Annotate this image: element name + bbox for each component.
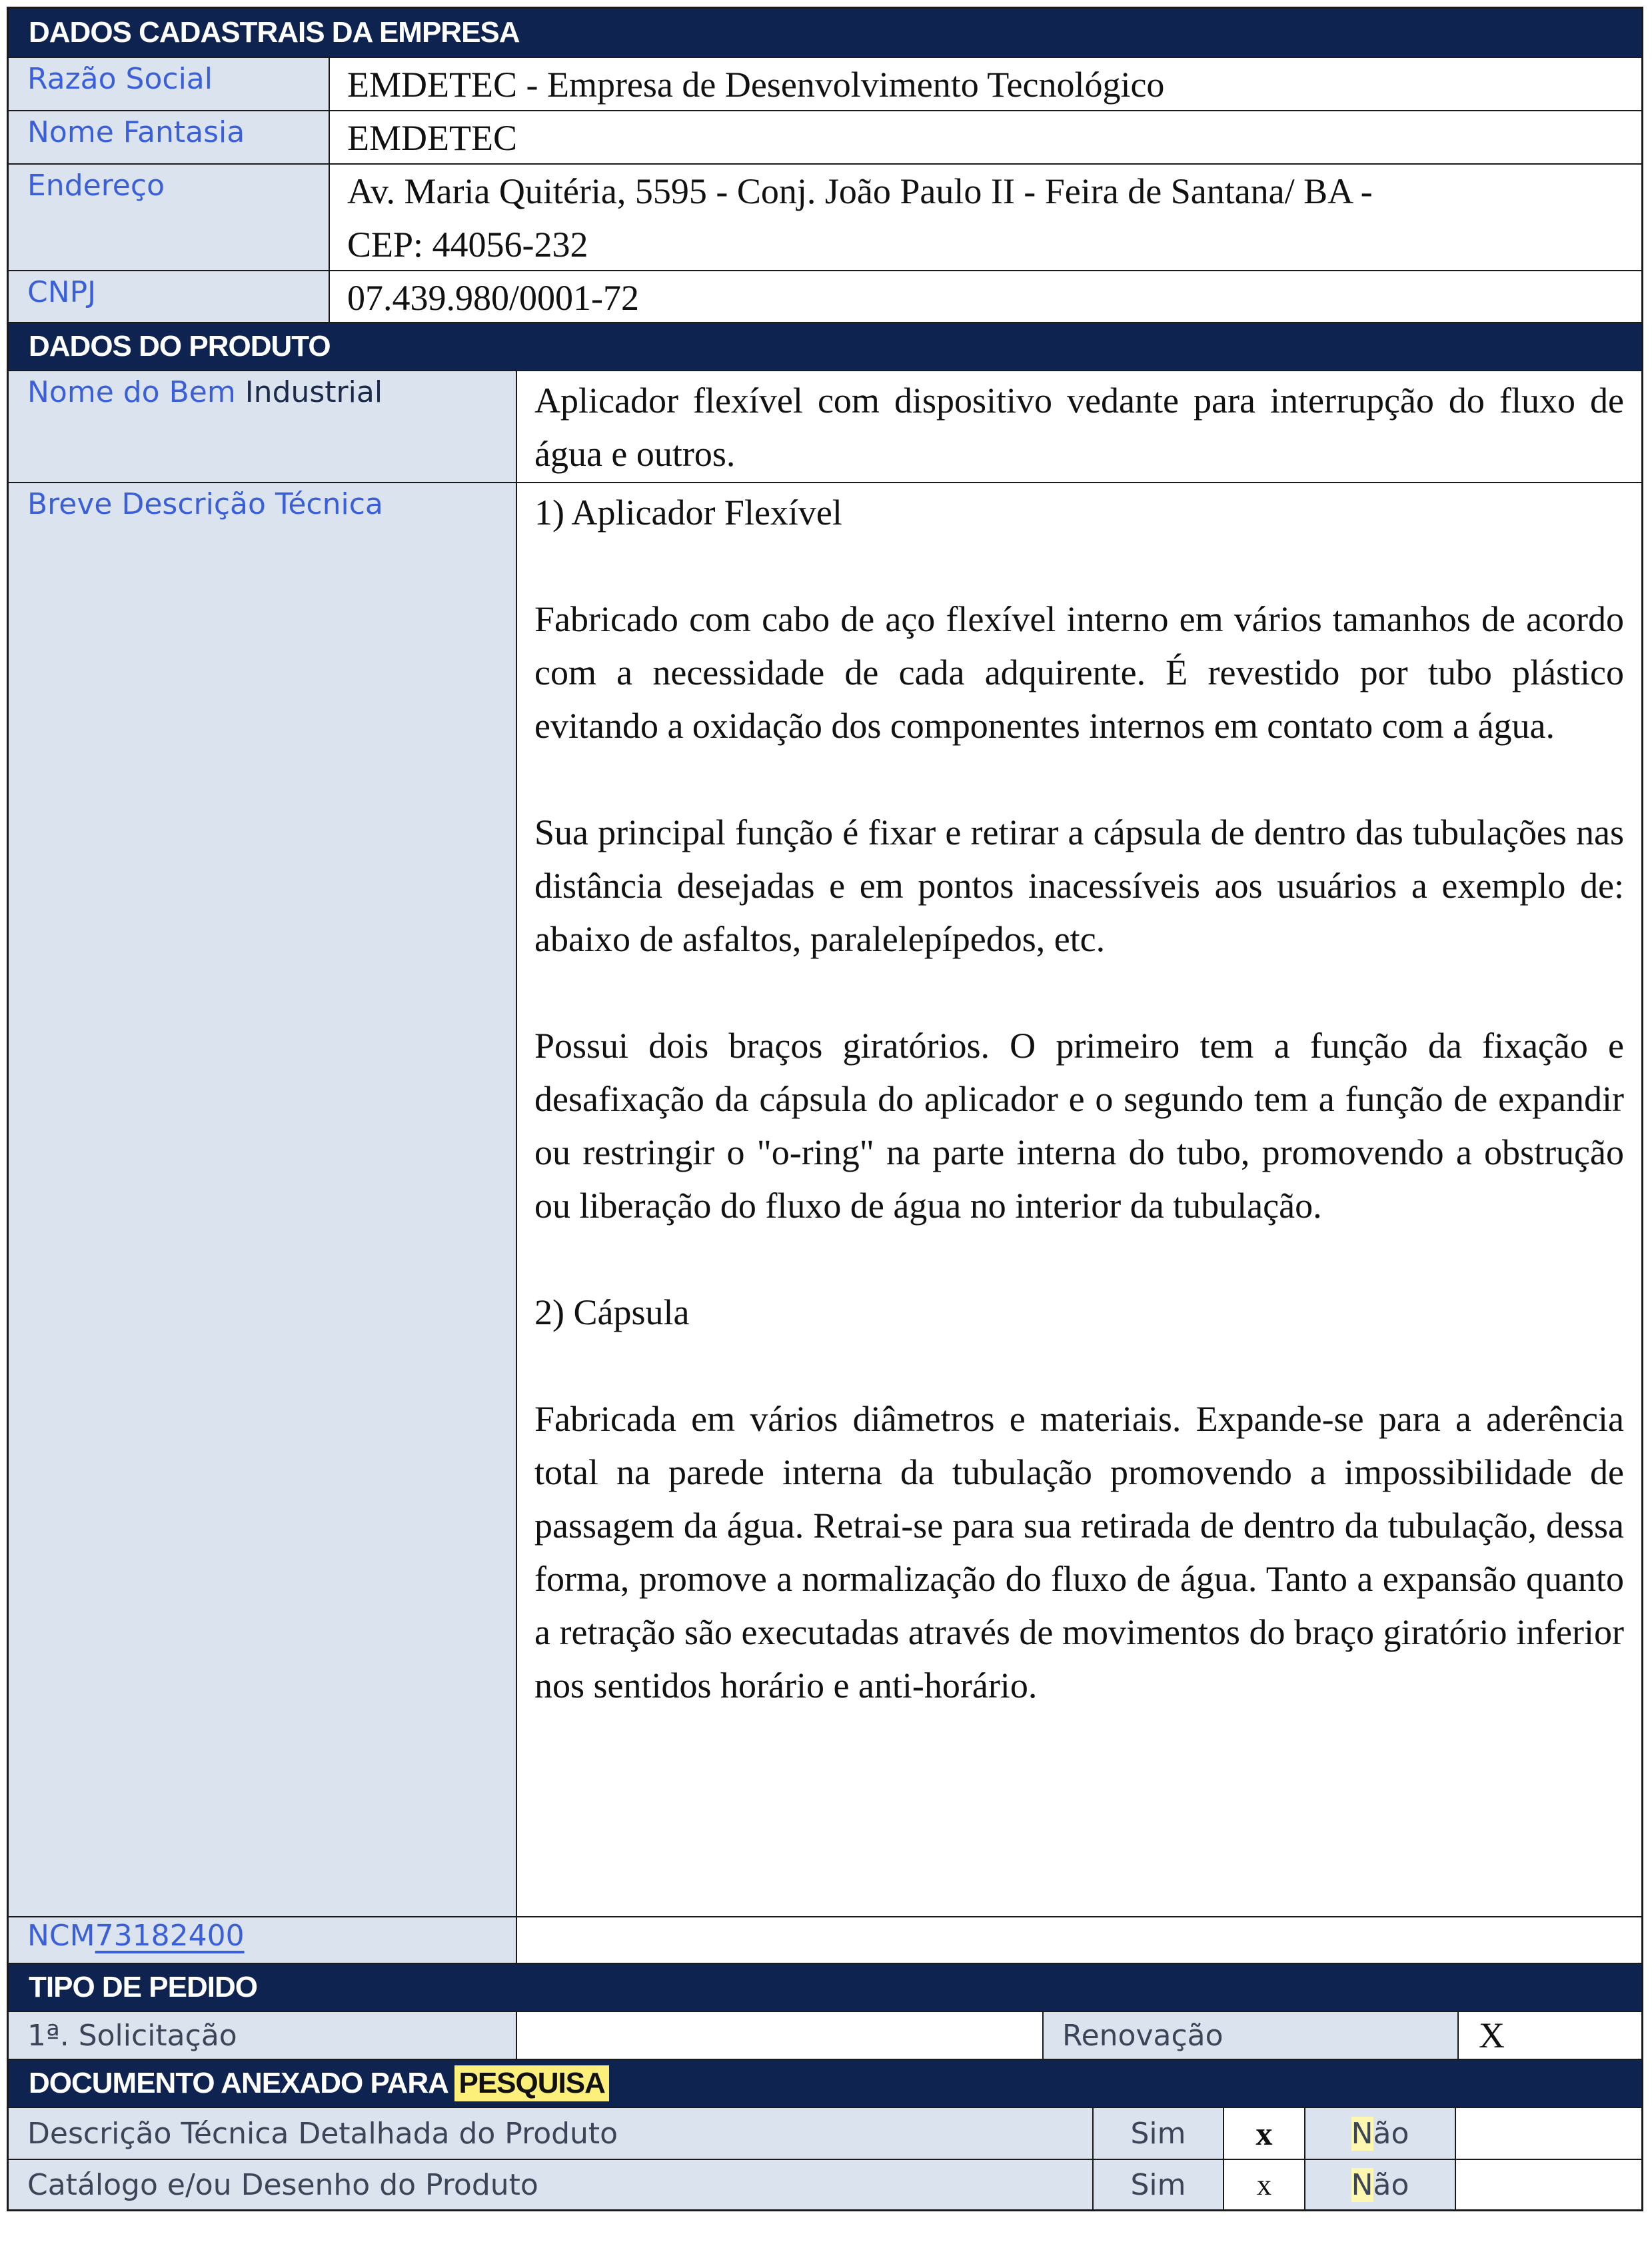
section-header-product: DADOS DO PRODUTO xyxy=(9,322,1641,370)
section-header-company: DADOS CADASTRAIS DA EMPRESA xyxy=(9,9,1641,57)
label-doc-catalogo-nao-b: ão xyxy=(1373,2167,1409,2202)
row-nome-do-bem xyxy=(9,370,1641,482)
label-renovacao: Renovação xyxy=(1044,2012,1459,2059)
label-doc-catalogo-sim: Sim xyxy=(1094,2160,1224,2209)
label-nome-do-bem xyxy=(9,371,517,482)
endereco-line-2: CEP: 44056-232 xyxy=(347,225,588,265)
label-doc-descricao-nao xyxy=(1305,2108,1456,2159)
row-ncm xyxy=(9,1916,1641,1963)
section-header-documento-a: DOCUMENTO ANEXADO PARA xyxy=(29,2067,455,2099)
row-doc-descricao xyxy=(9,2107,1641,2159)
label-doc-catalogo-nao xyxy=(1305,2160,1456,2209)
label-doc-descricao: Descrição Técnica Detalhada do Produto xyxy=(9,2108,1094,2159)
section-header-tipo-pedido: TIPO DE PEDIDO xyxy=(9,1963,1641,2011)
value-endereco xyxy=(330,165,1641,270)
value-nome-fantasia: EMDETEC xyxy=(347,118,517,158)
row-tipo-pedido xyxy=(9,2011,1641,2059)
row-descricao-tecnica xyxy=(9,482,1641,1916)
checkbox-renovacao[interactable]: X xyxy=(1459,2012,1641,2059)
section-header-documento xyxy=(9,2059,1641,2107)
row-nome-fantasia xyxy=(9,110,1641,163)
label-doc-descricao-nao-b: ão xyxy=(1373,2116,1409,2151)
desc-section-1-title: 1) Aplicador Flexível xyxy=(534,493,842,533)
ncm-code: 73182400 xyxy=(95,1919,245,1953)
checkbox-doc-catalogo-nao[interactable] xyxy=(1456,2160,1641,2209)
section-header-documento-highlight: PESQUISA xyxy=(454,2065,608,2101)
label-razao-social: Razão Social xyxy=(9,58,330,110)
desc-section-2-title: 2) Cápsula xyxy=(534,1292,690,1332)
row-endereco xyxy=(9,163,1641,270)
nome-do-bem-text: Aplicador flexível com dispositivo vedante para interrupção do fluxo de água e outros. xyxy=(534,381,1624,474)
checkbox-doc-descricao-nao[interactable] xyxy=(1456,2108,1641,2159)
desc-paragraph-2: Sua principal função é fixar e retirar a cápsula de dentro das tubulações nas distância desejadas e em pontos inacessíveis aos usuários a exemplo de: abaixo de asfaltos, paralelepípedos, etc. xyxy=(534,812,1624,959)
label-nome-fantasia: Nome Fantasia xyxy=(9,111,330,163)
value-cnpj: 07.439.980/0001-72 xyxy=(347,278,639,318)
label-endereco: Endereço xyxy=(9,165,330,270)
label-descricao-tecnica: Breve Descrição Técnica xyxy=(9,483,517,1916)
registration-form xyxy=(7,7,1643,2211)
value-nome-do-bem xyxy=(517,371,1641,482)
value-descricao-tecnica xyxy=(517,483,1641,1916)
desc-paragraph-1: Fabricado com cabo de aço flexível interno em vários tamanhos de acordo com a necessidade de cada adquirente. É revestido por tubo plástico evitando a oxidação dos componentes internos em contato com a água. xyxy=(534,599,1624,746)
label-doc-catalogo: Catálogo e/ou Desenho do Produto xyxy=(9,2160,1094,2209)
label-primeira-solicitacao: 1ª. Solicitação xyxy=(9,2012,517,2059)
row-razao-social xyxy=(9,57,1641,110)
checkbox-primeira-solicitacao[interactable] xyxy=(517,2012,1044,2059)
label-nome-do-bem-a: Nome do Bem xyxy=(27,375,236,409)
label-ncm xyxy=(9,1917,517,1963)
desc-paragraph-4: Fabricada em vários diâmetros e materiais. Expande-se para a aderência total na parede interna da tubulação promovendo a impossibilidade de passagem da água. Retrai-se para sua retirada de dentro da tubulação, dessa forma, promove a normalização do fluxo de água. Tanto a expansão quanto a retração são executadas através de movimentos do braço giratório inferior nos sentidos horário e anti-horário. xyxy=(534,1399,1624,1705)
label-nome-do-bem-b: Industrial xyxy=(235,375,383,409)
row-doc-catalogo xyxy=(9,2159,1641,2209)
checkbox-doc-descricao-sim[interactable]: x xyxy=(1224,2108,1305,2159)
value-razao-social: EMDETEC - Empresa de Desenvolvimento Tecnológico xyxy=(347,65,1165,105)
label-doc-descricao-nao-a: N xyxy=(1351,2116,1373,2151)
ncm-prefix: NCM xyxy=(27,1919,95,1953)
checkbox-doc-catalogo-sim[interactable]: x xyxy=(1224,2160,1305,2209)
value-ncm-empty xyxy=(517,1917,1641,1963)
label-doc-descricao-sim: Sim xyxy=(1094,2108,1224,2159)
endereco-line-1: Av. Maria Quitéria, 5595 - Conj. João Paulo II - Feira de Santana/ BA - xyxy=(347,171,1373,211)
label-doc-catalogo-nao-a: N xyxy=(1351,2167,1373,2202)
row-cnpj xyxy=(9,270,1641,322)
label-cnpj: CNPJ xyxy=(9,271,330,322)
desc-paragraph-3: Possui dois braços giratórios. O primeiro tem a função da fixação e desafixação da cápsula do aplicador e o segundo tem a função de expandir ou restringir o "o-ring" na parte interna do tubo, promovendo a obstrução ou liberação do fluxo de água no interior da tubulação. xyxy=(534,1026,1624,1226)
